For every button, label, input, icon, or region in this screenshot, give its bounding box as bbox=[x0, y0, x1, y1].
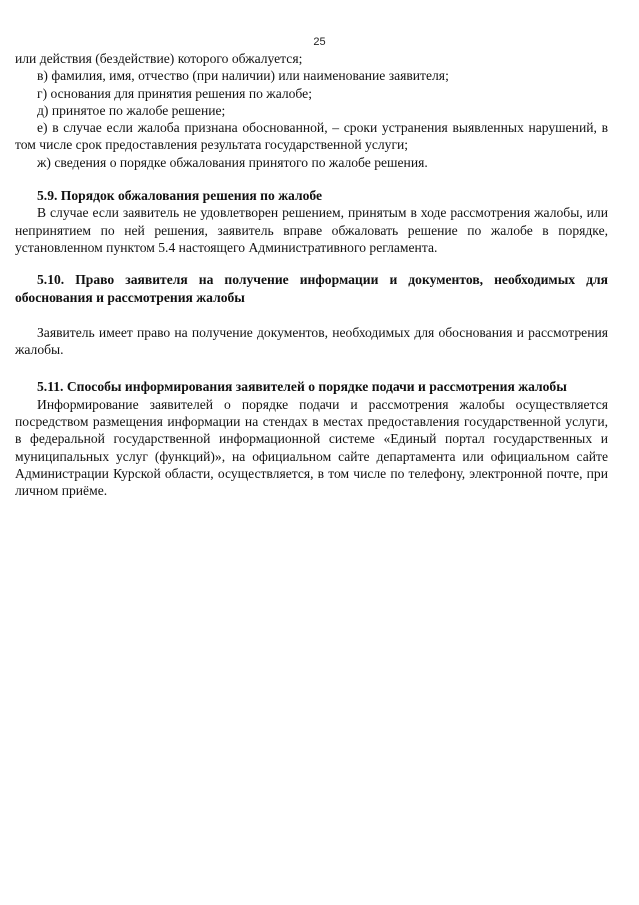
continuation-line: или действия (бездействие) которого обжалуется; bbox=[15, 51, 303, 66]
section-5-11-heading: 5.11. Способы информирования заявителей о порядке подачи и рассмотрения жалобы bbox=[37, 379, 567, 395]
section-5-9-body: В случае если заявитель не удовлетворен решением, принятым в ходе рассмотрения жалобы, или непринятием по ней решения, заявитель вправе обжаловать решение по жалобе в порядке, установленном пунктом 5.4 настоящего Административного регламента. bbox=[15, 205, 608, 255]
section-5-10-heading: 5.10. Право заявителя на получение информации и документов, необходимых для обоснования и рассмотрения жалобы bbox=[15, 272, 608, 305]
list-item-d: д) принятое по жалобе решение; bbox=[37, 102, 226, 118]
section-5-10-body: Заявитель имеет право на получение документов, необходимых для обоснования и рассмотрения жалобы. bbox=[15, 324, 608, 358]
list-item-zh: ж) сведения о порядке обжалования принятого по жалобе решения. bbox=[37, 154, 428, 170]
list-item-g: г) основания для принятия решения по жалобе; bbox=[37, 85, 312, 101]
page-content bbox=[15, 50, 608, 500]
section-5-11-body: Информирование заявителей о порядке подачи и рассмотрения жалобы осуществляется посредством размещения информации на стендах в местах предоставления государственной услуги, в федеральной государственной информационной системе «Единый портал государственных и муниципальных услуг (функций)», на официальном сайте департамента или официальном сайте Администрации Курской области, осуществляется, в том числе по телефону, электронной почте, при личном приёме. bbox=[15, 396, 608, 499]
section-5-9-heading: 5.9. Порядок обжалования решения по жалобе bbox=[37, 188, 323, 204]
page-number: 25 bbox=[313, 36, 326, 48]
list-item-e: е) в случае если жалоба признана обоснованной, – сроки устранения выявленных нарушений, в том числе срок предоставления результата государственной услуги; bbox=[15, 120, 608, 153]
list-item-v: в) фамилия, имя, отчество (при наличии) или наименование заявителя; bbox=[37, 68, 449, 84]
